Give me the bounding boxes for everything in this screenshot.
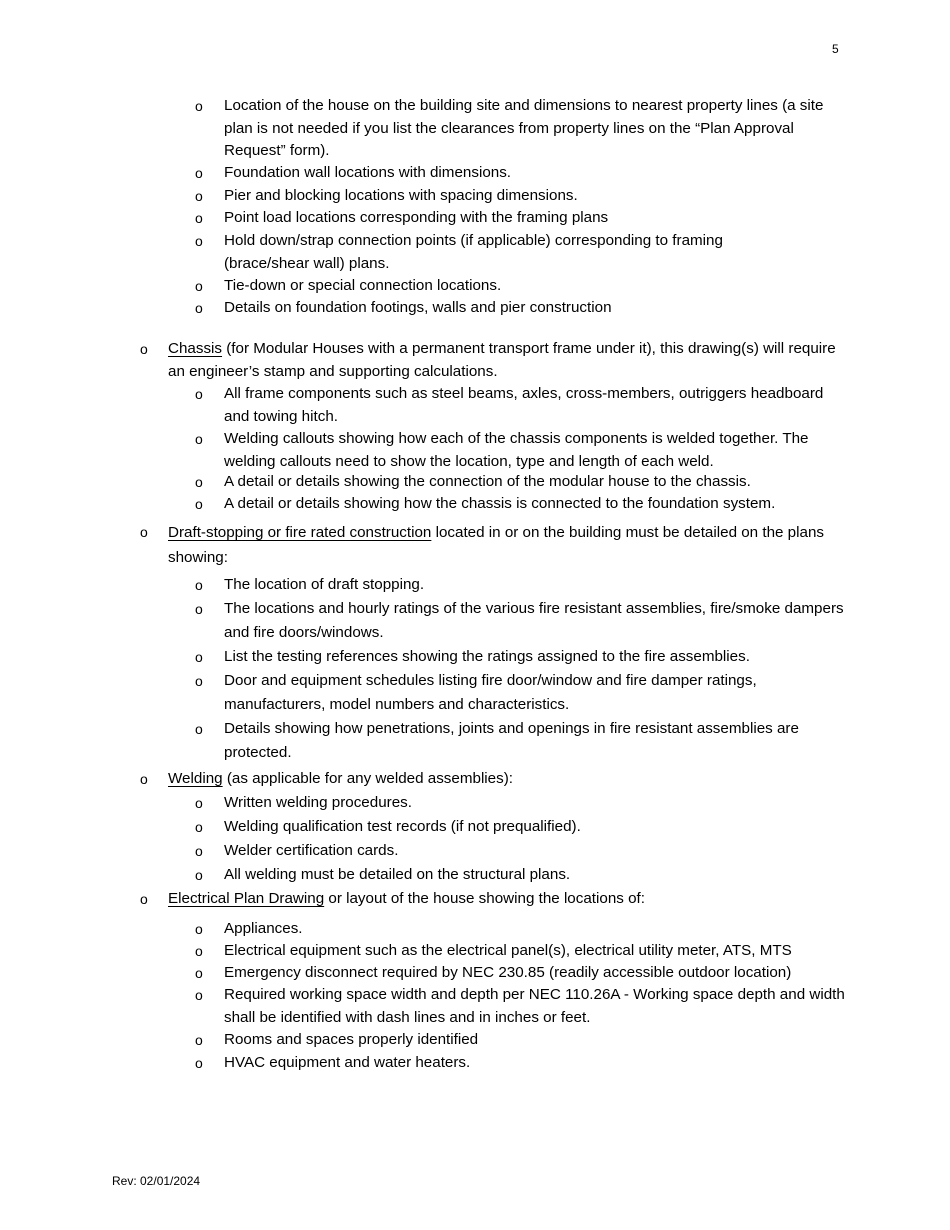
list-item: o A detail or details showing how the chassis is connected to the foundation system. (224, 493, 848, 516)
bullet-icon: o (195, 278, 203, 294)
bullet-icon: o (195, 210, 203, 226)
list-item: o Welding qualification test records (if not prequalified). (224, 815, 848, 839)
section-title: Welding (168, 770, 223, 787)
list-item: o Details showing how penetrations, joints and openings in fire resistant assemblies are protected. (224, 717, 848, 765)
section-title: Draft-stopping or fire rated construction (168, 524, 432, 541)
section-title: Electrical Plan Drawing (168, 890, 325, 907)
list-item: o Electrical equipment such as the electrical panel(s), electrical utility meter, ATS, MTS (224, 940, 848, 963)
bullet-icon: o (195, 98, 203, 114)
section-chassis: o Chassis (for Modular Houses with a permanent transport frame under it), this drawing(s) will require an engineer’s stamp and supporting calculations. (140, 340, 836, 380)
list-item: o Required working space width and depth per NEC 110.26A - Working space depth and width shall be identified with dash lines and in inches or feet. (195, 986, 845, 1026)
section-electrical: o Electrical Plan Drawing or layout of the house showing the locations of: (168, 887, 848, 911)
bullet-icon: o (140, 524, 148, 540)
list-item: o All frame components such as steel beams, axles, cross-members, outriggers headboard and towing hitch. (195, 385, 824, 425)
bullet-icon: o (195, 843, 203, 859)
bullet-icon: o (195, 474, 203, 490)
bullet-icon: o (195, 300, 203, 316)
list-item: o Welder certification cards. (224, 839, 848, 863)
bullet-icon: o (140, 891, 148, 907)
section-draft-stopping: o Draft-stopping or fire rated construction located in or on the building must be detailed on the plans showing: (168, 520, 848, 570)
bullet-icon: o (195, 233, 203, 249)
bullet-icon: o (195, 987, 203, 1003)
bullet-icon: o (140, 341, 148, 357)
bullet-icon: o (195, 649, 203, 665)
bullet-icon: o (195, 1055, 203, 1071)
bullet-icon: o (195, 819, 203, 835)
bullet-icon: o (195, 1032, 203, 1048)
list-item: o Appliances. (224, 918, 848, 941)
list-item: o The location of draft stopping. (224, 573, 848, 597)
list-item: o Details on foundation footings, walls and pier construction (224, 297, 848, 320)
bullet-icon: o (195, 965, 203, 981)
list-item: o The locations and hourly ratings of the various fire resistant assemblies, fire/smoke dampers and fire doors/windows. (224, 597, 848, 645)
bullet-icon: o (195, 165, 203, 181)
bullet-icon: o (195, 188, 203, 204)
bullet-icon: o (195, 431, 203, 447)
list-item: o HVAC equipment and water heaters. (224, 1052, 848, 1075)
list-item: o Welding callouts showing how each of the chassis components is welded together. The welding callouts need to show the location, type and length of each weld. (195, 430, 809, 470)
bullet-icon: o (195, 601, 203, 617)
page-number: 5 (832, 42, 839, 56)
bullet-icon: o (195, 496, 203, 512)
list-item: o List the testing references showing the ratings assigned to the fire assemblies. (224, 645, 848, 669)
list-item: o A detail or details showing the connection of the modular house to the chassis. (224, 471, 848, 494)
bullet-icon: o (195, 795, 203, 811)
list-item: o Door and equipment schedules listing fire door/window and fire damper ratings, manufacturers, model numbers and characteristics. (224, 669, 848, 717)
bullet-icon: o (195, 577, 203, 593)
list-item: o Foundation wall locations with dimensions. (224, 162, 848, 185)
bullet-icon: o (195, 867, 203, 883)
footer-revision: Rev: 02/01/2024 (112, 1174, 201, 1188)
bullet-icon: o (195, 721, 203, 737)
bullet-icon: o (195, 921, 203, 937)
bullet-icon: o (195, 943, 203, 959)
list-item: o Written welding procedures. (224, 791, 848, 815)
bullet-icon: o (140, 771, 148, 787)
section-welding: o Welding (as applicable for any welded assemblies): (168, 767, 848, 791)
list-item: o All welding must be detailed on the structural plans. (224, 863, 848, 887)
list-item: o Point load locations corresponding with the framing plans (224, 207, 848, 230)
list-item: o Hold down/strap connection points (if applicable) corresponding to framing (brace/shear wall) plans. (195, 232, 723, 272)
list-item: o Tie-down or special connection locations. (224, 275, 848, 298)
list-item: o Location of the house on the building site and dimensions to nearest property lines (a site plan is not needed if you list the clearances from property lines on the “Plan Approval Request” form). (195, 97, 824, 159)
section-title: Chassis (168, 340, 223, 357)
list-item: o Pier and blocking locations with spacing dimensions. (224, 185, 848, 208)
list-item: o Rooms and spaces properly identified (224, 1029, 848, 1052)
bullet-icon: o (195, 673, 203, 689)
list-item: o Emergency disconnect required by NEC 230.85 (readily accessible outdoor location) (224, 962, 848, 985)
bullet-icon: o (195, 386, 203, 402)
